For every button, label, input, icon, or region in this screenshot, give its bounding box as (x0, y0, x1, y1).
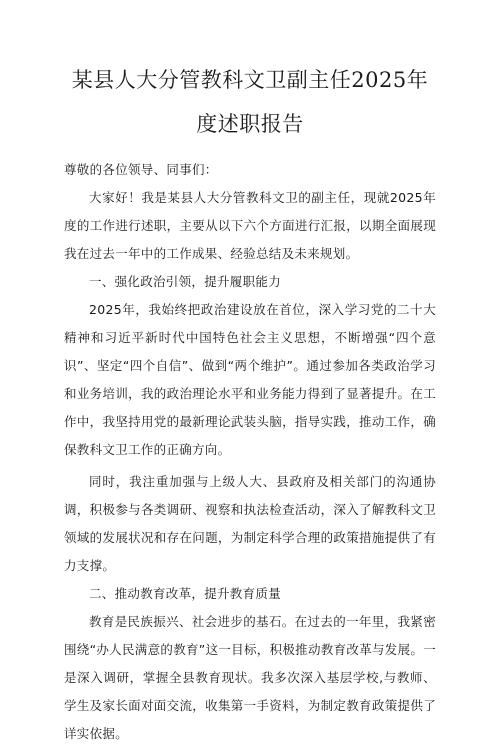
section-heading-2: 二、推动教育改革，提升教育质量 (89, 586, 282, 601)
paragraph-intro: 大家好！我是某县人大分管教科文卫的副主任，现就2025年度的工作进行述职，主要从以下六个方面进行汇报，以期全面展现我在过去一年中的工作成果、经验总结及未来规划。 (64, 190, 436, 261)
paragraph-section-1-a: 2025年，我始终把政治建设放在首位，深入学习党的二十大精神和习近平新时代中国特色社会主义思想，不断增强“四个意识”、坚定“四个自信”、做到“两个维护”。通过参加各类政治学习和业务培训，我的政治理论水平和业务能力得到了显著提升。在工作中，我坚持用党的最新理论武装头脑，指导实践，推动工作，确保教科文卫工作的正确方向。 (64, 302, 436, 457)
document-title-line-2: 度述职报告 (196, 112, 304, 136)
document-body (64, 156, 436, 748)
section-heading-1: 一、强化政治引领，提升履职能力 (89, 274, 282, 289)
document-title-line-1: 某县人大分管教科文卫副主任2025年 (71, 68, 429, 92)
paragraph-section-1-b: 同时，我注重加强与上级人大、县政府及相关部门的沟通协调，积极参与各类调研、视察和执法检查活动，深入了解教科文卫领域的发展状况和存在问题，为制定科学合理的政策措施提供了有力支撑。 (64, 474, 436, 573)
paragraph-section-2-a: 教育是民族振兴、社会进步的基石。在过去的一年里，我紧密围绕“办人民满意的教育”这一目标，积极推动教育改革与发展。一是深入调研，掌握全县教育现状。我多次深入基层学校,与教师、学生及家长面对面交流，收集第一手资料，为制定教育政策提供了详实依据。 (64, 614, 436, 741)
salutation: 尊敬的各位领导、同事们： (64, 162, 218, 177)
